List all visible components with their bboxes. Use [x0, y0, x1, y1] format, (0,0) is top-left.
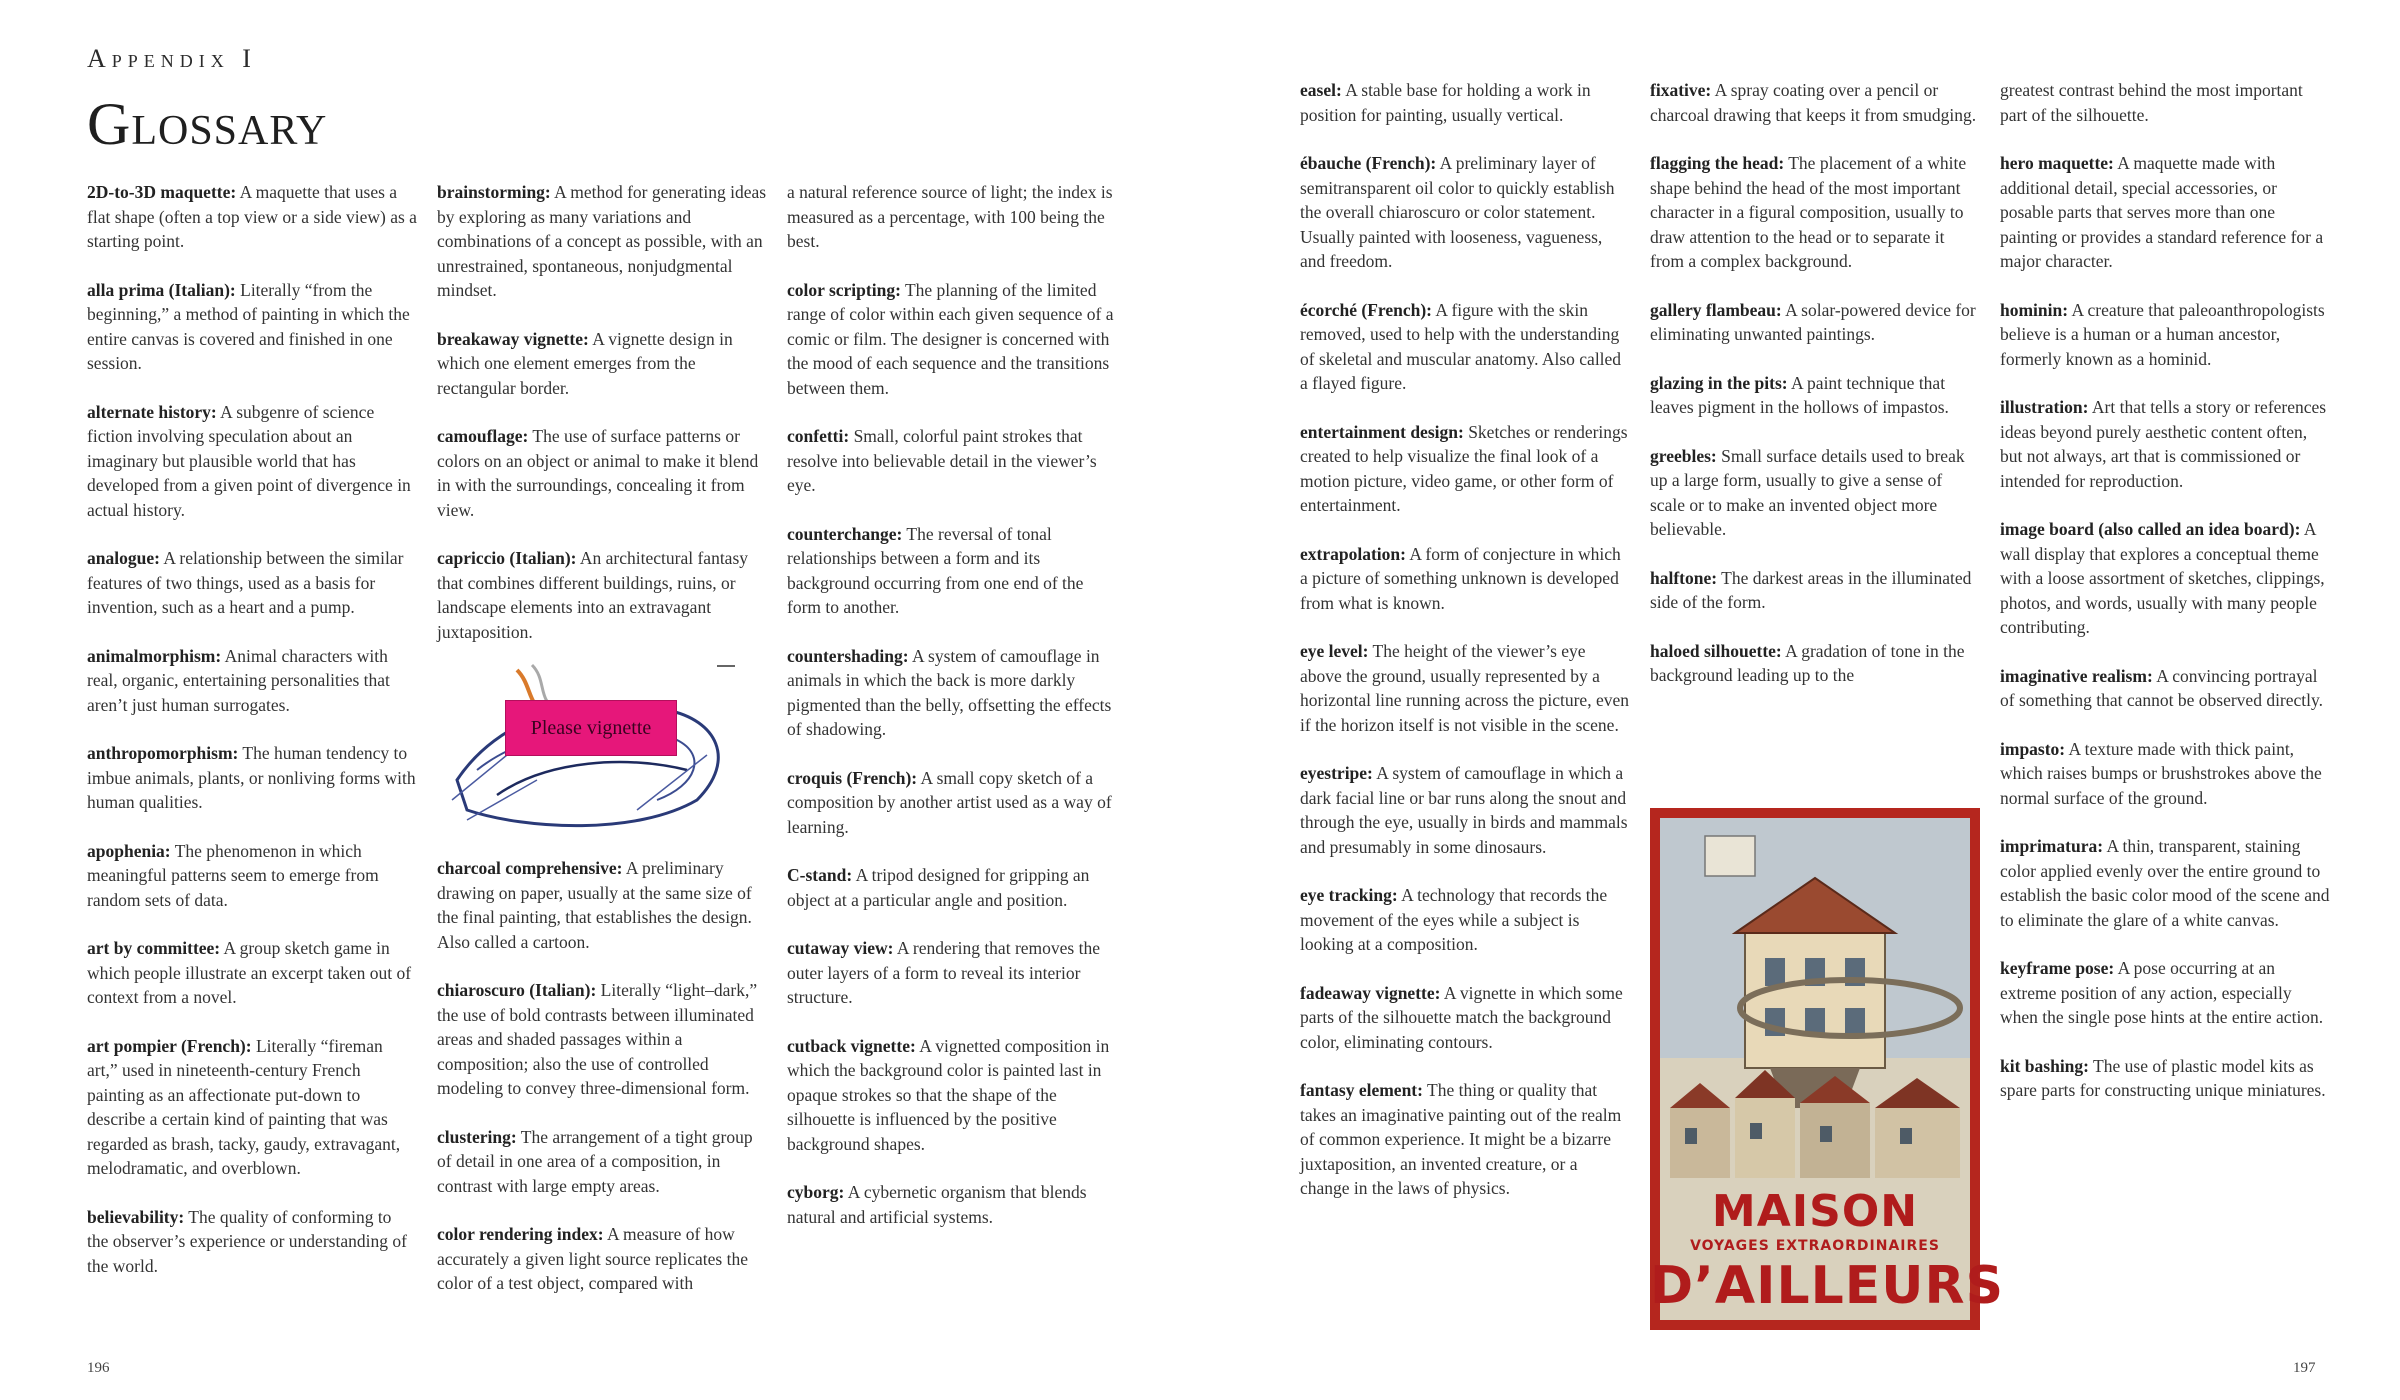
- glossary-term: impasto:: [2000, 738, 2066, 759]
- glossary-term: alternate history:: [87, 401, 217, 422]
- glossary-definition: A spray coating over a pencil or charcoal drawing that keeps it from smudging.: [1650, 80, 1977, 125]
- glossary-term: cutaway view:: [787, 938, 894, 958]
- glossary-definition: The use of surface patterns or colors on an object or animal to make it blend in with the surroundings, concealing it from view.: [437, 426, 759, 520]
- glossary-term: fadeaway vignette:: [1300, 982, 1441, 1003]
- glossary-definition: A maquette that uses a flat shape (often a top view or a side view) as a starting point.: [87, 182, 417, 251]
- glossary-entry: [1650, 639, 1980, 688]
- glossary-definition: A figure with the skin removed, used to help with the understanding of skeletal and muscular anatomy. Also called a flayed figure.: [1300, 299, 1622, 393]
- glossary-definition: A wall display that explores a conceptual theme with a loose assortment of sketches, clippings, photos, and words, usually with many people contributing.: [2000, 519, 2325, 637]
- glossary-definition: A preliminary layer of semitransparent oil color to quickly establish the overall chiaroscuro or color statement. Usually painted with looseness, vagueness, and freedom.: [1300, 153, 1615, 271]
- glossary-term: imaginative realism:: [2000, 665, 2153, 686]
- glossary-definition: The height of the viewer’s eye above the ground, usually represented by a horizontal line running across the picture, even if the horizon itself is not visible in the scene.: [1300, 641, 1629, 735]
- glossary-definition: A cybernetic organism that blends natural and artificial systems.: [787, 1182, 1087, 1227]
- glossary-definition: Animal characters with real, organic, entertaining personalities that aren’t just human surrogates.: [87, 645, 390, 715]
- glossary-entry: [1650, 78, 1980, 127]
- glossary-term: imprimatura:: [2000, 836, 2104, 856]
- glossary-term: art by committee:: [87, 938, 221, 958]
- glossary-term: hero maquette:: [2000, 153, 2114, 173]
- glossary-entry: [1300, 542, 1630, 616]
- glossary-entry: [2000, 517, 2330, 640]
- glossary-definition: Literally “light–dark,” the use of bold contrasts between illuminated areas and shaded passages within a composition; also the use of controlled modeling to convey three-dimensional form.: [437, 980, 758, 1098]
- glossary-term: counterchange:: [787, 523, 903, 544]
- poster-subtitle: VOYAGES EXTRAORDINAIRES: [1690, 1238, 1940, 1254]
- glossary-term: apophenia:: [87, 840, 171, 861]
- glossary-entry: [2000, 151, 2330, 274]
- glossary-term: believability:: [87, 1206, 185, 1227]
- glossary-entry: [1300, 761, 1630, 859]
- glossary-column-2-continued: [437, 856, 767, 1320]
- glossary-entry: [1300, 1078, 1630, 1201]
- glossary-entry: [2000, 78, 2330, 127]
- glossary-entry: [2000, 1054, 2330, 1103]
- glossary-term: entertainment design:: [1300, 421, 1464, 442]
- glossary-term: C-stand:: [787, 865, 853, 885]
- glossary-definition: The quality of conforming to the observer’s experience or understanding of the world.: [87, 1206, 407, 1276]
- glossary-definition: a natural reference source of light; the index is measured as a percentage, with 100 being the best.: [787, 182, 1113, 251]
- glossary-term: camouflage:: [437, 426, 529, 446]
- glossary-entry: [787, 644, 1117, 742]
- glossary-definition: A vignette in which some parts of the silhouette match the background color, eliminating contours.: [1300, 982, 1623, 1052]
- glossary-term: fixative:: [1650, 80, 1712, 100]
- glossary-term: easel:: [1300, 80, 1342, 100]
- glossary-entry: [437, 327, 767, 401]
- glossary-entry: [787, 278, 1117, 401]
- glossary-entry: [2000, 956, 2330, 1030]
- glossary-entry: [2000, 664, 2330, 713]
- glossary-term: cutback vignette:: [787, 1035, 916, 1056]
- glossary-term: art pompier (French):: [87, 1035, 252, 1056]
- glossary-entry: [1650, 444, 1980, 542]
- glossary-entry: [437, 1125, 767, 1199]
- glossary-entry: [1300, 420, 1630, 518]
- glossary-entry: [1300, 639, 1630, 737]
- glossary-entry: [1650, 298, 1980, 347]
- glossary-definition: A pose occurring at an extreme position of any action, especially when the single pose hints at the entire action.: [2000, 958, 2324, 1027]
- glossary-entry: [1650, 151, 1980, 274]
- glossary-definition: A stable base for holding a work in position for painting, usually vertical.: [1300, 80, 1591, 125]
- maison-ailleurs-poster: [1650, 808, 2005, 1330]
- glossary-entry: [437, 856, 767, 954]
- glossary-definition: A maquette made with additional detail, special accessories, or posable parts that serves more than one painting or provides a standard reference for a major character.: [2000, 153, 2324, 271]
- glossary-term: color scripting:: [787, 279, 901, 300]
- glossary-term: clustering:: [437, 1126, 517, 1147]
- glossary-term: eyestripe:: [1300, 763, 1373, 783]
- glossary-definition: The human tendency to imbue animals, plants, or nonliving forms with human qualities.: [87, 743, 416, 812]
- glossary-definition: A convincing portrayal of something that cannot be observed directly.: [2000, 665, 2324, 710]
- glossary-term: kit bashing:: [2000, 1055, 2089, 1076]
- glossary-term: capriccio (Italian):: [437, 548, 577, 568]
- glossary-column-5: [1650, 78, 1980, 712]
- glossary-entry: [1300, 298, 1630, 396]
- glossary-entry: [437, 546, 767, 644]
- glossary-term: halftone:: [1650, 567, 1718, 588]
- please-vignette-button[interactable]: Please vignette: [505, 700, 677, 756]
- glossary-entry: [87, 741, 417, 815]
- glossary-definition: Literally “from the beginning,” a method of painting in which the entire canvas is covered and finished in one session.: [87, 279, 410, 373]
- glossary-column-1: [87, 180, 417, 1302]
- poster-title-maison: MAISON: [1711, 1186, 1919, 1237]
- glossary-term: countershading:: [787, 645, 909, 666]
- glossary-definition: A form of conjecture in which a picture of something unknown is developed from what is known.: [1300, 543, 1621, 613]
- glossary-term: écorché (French):: [1300, 299, 1433, 320]
- glossary-term: anthropomorphism:: [87, 743, 239, 763]
- glossary-entry: [87, 839, 417, 913]
- glossary-entry: [437, 424, 767, 522]
- glossary-column-2: [437, 180, 767, 668]
- glossary-definition: A technology that records the movement of the eyes while a subject is looking at a composition.: [1300, 885, 1608, 954]
- glossary-term: alla prima (Italian):: [87, 279, 236, 300]
- glossary-definition: The phenomenon in which meaningful patterns seem to emerge from random sets of data.: [87, 840, 379, 910]
- glossary-entry: [2000, 737, 2330, 811]
- glossary-entry: [2000, 395, 2330, 493]
- glossary-definition: A subgenre of science fiction involving speculation about an imaginary but plausible world that has developed from a given point of divergence in actual history.: [87, 401, 411, 520]
- glossary-definition: The darkest areas in the illuminated side of the form.: [1650, 567, 1972, 612]
- glossary-term: animalmorphism:: [87, 645, 222, 666]
- glossary-column-4: [1300, 78, 1630, 1225]
- glossary-term: extrapolation:: [1300, 543, 1406, 564]
- glossary-entry: [437, 1222, 767, 1296]
- glossary-entry: [2000, 834, 2330, 932]
- glossary-definition: A gradation of tone in the background leading up to the: [1650, 640, 1965, 685]
- glossary-definition: Sketches or renderings created to help visualize the final look of a motion picture, video game, or other form of entertainment.: [1300, 421, 1628, 515]
- glossary-column-3: [787, 180, 1117, 1253]
- glossary-term: illustration:: [2000, 397, 2089, 417]
- glossary-definition: A small copy sketch of a composition by another artist used as a way of learning.: [787, 767, 1112, 837]
- glossary-term: chiaroscuro (Italian):: [437, 980, 597, 1000]
- glossary-term: haloed silhouette:: [1650, 640, 1782, 661]
- glossary-term: ébauche (French):: [1300, 153, 1437, 173]
- glossary-definition: greatest contrast behind the most important part of the silhouette.: [2000, 80, 2303, 125]
- glossary-entry: [87, 400, 417, 523]
- glossary-term: glazing in the pits:: [1650, 372, 1788, 393]
- glossary-term: hominin:: [2000, 299, 2069, 320]
- glossary-definition: A relationship between the similar features of two things, used as a basis for invention, such as a heart and a pump.: [87, 548, 404, 617]
- glossary-definition: The thing or quality that takes an imaginative painting out of the realm of common experience. It might be a bizarre juxtaposition, an invented creature, or a change in the laws of physics.: [1300, 1080, 1622, 1198]
- glossary-definition: An architectural fantasy that combines different buildings, ruins, or landscape elements into an extravagant juxtaposition.: [437, 548, 749, 642]
- glossary-entry: [437, 978, 767, 1101]
- glossary-term: croquis (French):: [787, 767, 918, 788]
- glossary-entry: [87, 1034, 417, 1181]
- glossary-definition: A group sketch game in which people illustrate an excerpt taken out of context from a novel.: [87, 938, 412, 1007]
- glossary-entry: [87, 180, 417, 254]
- glossary-definition: A vignetted composition in which the background color is painted last in opaque strokes so that the shape of the silhouette is influenced by the positive background shapes.: [787, 1035, 1110, 1154]
- glossary-definition: A tripod designed for gripping an object at a particular angle and position.: [787, 865, 1090, 910]
- glossary-term: eye tracking:: [1300, 885, 1398, 905]
- glossary-definition: A method for generating ideas by exploring as many variations and combinations of a concept as possible, with an unrestrained, spontaneous, nonjudgmental mindset.: [437, 182, 767, 300]
- glossary-column-6: [2000, 78, 2330, 1127]
- glossary-entry: [87, 546, 417, 620]
- glossary-definition: A vignette design in which one element emerges from the rectangular border.: [437, 328, 733, 398]
- glossary-definition: A system of camouflage in animals in which the back is more darkly pigmented than the belly, offsetting the effects of shadowing.: [787, 645, 1112, 739]
- glossary-term: brainstorming:: [437, 182, 551, 202]
- page-number-right: 197: [2293, 1360, 2316, 1376]
- glossary-definition: The reversal of tonal relationships between a form and its background occurring from one end of the form to another.: [787, 523, 1084, 617]
- glossary-entry: [787, 936, 1117, 1010]
- glossary-definition: The use of plastic model kits as spare parts for constructing unique miniatures.: [2000, 1055, 2326, 1100]
- glossary-definition: A system of camouflage in which a dark facial line or bar runs along the snout and through the eye, usually in birds and mammals and presumably in some dinosaurs.: [1300, 763, 1628, 857]
- glossary-entry: [1650, 566, 1980, 615]
- glossary-entry: [787, 180, 1117, 254]
- glossary-entry: [1300, 78, 1630, 127]
- glossary-term: analogue:: [87, 548, 160, 568]
- glossary-entry: [87, 1205, 417, 1279]
- glossary-term: color rendering index:: [437, 1224, 604, 1244]
- glossary-entry: [787, 1180, 1117, 1229]
- glossary-definition: The planning of the limited range of color within each given sequence of a comic or film. The designer is concerned with the mood of each sequence and the transitions between them.: [787, 279, 1114, 398]
- glossary-term: gallery flambeau:: [1650, 299, 1782, 320]
- glossary-term: image board (also called an idea board):: [2000, 519, 2301, 539]
- glossary-term: keyframe pose:: [2000, 958, 2115, 978]
- glossary-definition: Small, colorful paint strokes that resolve into believable detail in the viewer’s eye.: [787, 426, 1097, 495]
- glossary-definition: Literally “fireman art,” used in nineteenth-century French painting as an affectionate put-down to describe a certain kind of painting that was regarded as brash, tacky, gaudy, extravagant, melodramatic, and overblown.: [87, 1035, 401, 1178]
- glossary-term: confetti:: [787, 426, 850, 446]
- glossary-entry: [787, 522, 1117, 620]
- glossary-term: greebles:: [1650, 445, 1717, 466]
- poster-title-ailleurs: D’AILLEURS: [1650, 1256, 2005, 1316]
- glossary-term: flagging the head:: [1650, 153, 1785, 173]
- glossary-entry: [1300, 151, 1630, 274]
- appendix-label: Appendix I: [87, 44, 257, 73]
- glossary-definition: A rendering that removes the outer layers of a form to reveal its interior structure.: [787, 938, 1100, 1007]
- glossary-definition: A solar-powered device for eliminating unwanted paintings.: [1650, 299, 1976, 344]
- glossary-definition: A thin, transparent, staining color applied evenly over the entire ground to establish the basic color mood of the scene and to eliminate the glare of a white canvas.: [2000, 836, 2330, 930]
- glossary-definition: The placement of a white shape behind the head of the most important character in a figural composition, usually to draw attention to the head or to separate it from a complex background.: [1650, 153, 1967, 271]
- glossary-definition: A paint technique that leaves pigment in the hollows of impastos.: [1650, 372, 1949, 417]
- glossary-entry: [2000, 298, 2330, 372]
- glossary-definition: A creature that paleoanthropologists believe is a human or a human ancestor, formerly known as a hominid.: [2000, 299, 2325, 369]
- glossary-entry: [787, 766, 1117, 840]
- glossary-entry: [87, 278, 417, 376]
- glossary-term: breakaway vignette:: [437, 328, 589, 349]
- glossary-entry: [1300, 883, 1630, 957]
- glossary-term: eye level:: [1300, 641, 1369, 661]
- glossary-term: 2D-to-3D maquette:: [87, 182, 237, 202]
- glossary-definition: A preliminary drawing on paper, usually at the same size of the final painting, that establishes the design. Also called a cartoon.: [437, 858, 752, 952]
- glossary-term: cyborg:: [787, 1182, 845, 1202]
- glossary-definition: A texture made with thick paint, which raises bumps or brushstrokes above the normal surface of the ground.: [2000, 738, 2322, 808]
- glossary-term: fantasy element:: [1300, 1080, 1423, 1100]
- vignette-illustration: [437, 660, 767, 840]
- glossary-entry: [1650, 371, 1980, 420]
- glossary-entry: [437, 180, 767, 303]
- glossary-entry: [787, 424, 1117, 498]
- glossary-entry: [1300, 981, 1630, 1055]
- glossary-definition: A measure of how accurately a given light source replicates the color of a test object, compared with: [437, 1224, 748, 1293]
- glossary-entry: [787, 863, 1117, 912]
- glossary-entry: [787, 1034, 1117, 1157]
- glossary-definition: The arrangement of a tight group of detail in one area of a composition, in contrast with large empty areas.: [437, 1126, 753, 1196]
- glossary-definition: Art that tells a story or references ideas beyond purely aesthetic content often, but not always, art that is commissioned or intended for reproduction.: [2000, 397, 2327, 491]
- glossary-entry: [87, 936, 417, 1010]
- page-number-left: 196: [87, 1360, 110, 1376]
- glossary-definition: Small surface details used to break up a large form, usually to give a sense of scale or to make an invented object more believable.: [1650, 445, 1965, 539]
- glossary-entry: [87, 644, 417, 718]
- glossary-term: charcoal comprehensive:: [437, 858, 623, 878]
- page-title: Glossary: [87, 91, 328, 157]
